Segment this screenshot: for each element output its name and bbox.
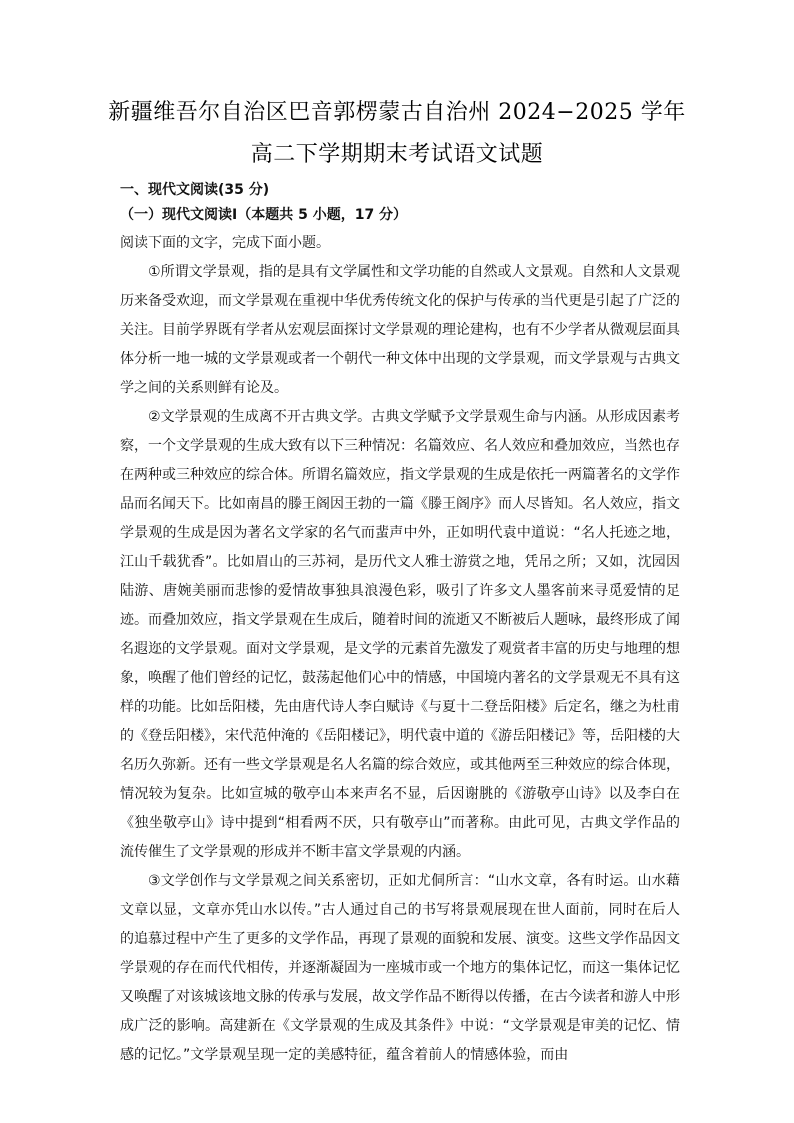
paragraph-1: ①所谓文学景观，指的是具有文学属性和文学功能的自然或人文景观。自然和人文景观历来备受欢迎，而文学景观在重视中华优秀传统文化的保护与传承的当代更是引起了广泛的关注。目前学界既有学者从宏观层面探讨文学景观的理论建构，也有不少学者从微观层面具体分析一地一城的文学景观或者一个朝代一种文体中出现的文学景观，而文学景观与古典文学之间的关系则鲜有论及。 [120, 264, 680, 396]
paragraph-2: ②文学景观的生成离不开古典文学。古典文学赋予文学景观生命与内涵。从形成因素考察，一个文学景观的生成大致有以下三种情况：名篇效应、名人效应和叠加效应，当然也存在两种或三种效应的综合体。所谓名篇效应，指文学景观的生成是依托一两篇著名的文学作品而名闻天下。比如南昌的滕王阁因王勃的一篇《滕王阁序》而人尽皆知。名人效应，指文学景观的生成是因为著名文学家的名气而蜚声中外，正如明代袁中道说：“名人托迹之地，江山千载犹香”。比如眉山的三苏祠，是历代文人雅士游赏之地，凭吊之所；又如，沈园因陆游、唐婉美丽而悲惨的爱情故事独具浪漫色彩，吸引了许多文人墨客前来寻觅爱情的足迹。而叠加效应，指文学景观在生成后，随着时间的流逝又不断被后人题咏，最终形成了闻名遐迩的文学景观。面对文学景观，是文学的元素首先激发了观赏者丰富的历史与地理的想象，唤醒了他们曾经的记忆，鼓荡起他们心中的情感，中国境内著名的文学景观无不具有这样的功能。比如岳阳楼，先由唐代诗人李白赋诗《与夏十二登岳阳楼》后定名，继之为杜甫的《登岳阳楼》，宋代范仲淹的《岳阳楼记》，明代袁中道的《游岳阳楼记》等，岳阳楼的大名历久弥新。还有一些文学景观是名人名篇的综合效应，或其他两至三种效应的综合体现，情况较为复杂。比如宣城的敬亭山本来声名不显，后因谢朓的《游敬亭山诗》以及李白在《独坐敬亭山》诗中提到“相看两不厌，只有敬亭山”而著称。由此可见，古典文学作品的流传催生了文学景观的形成并不断丰富文学景观的内涵。 [120, 409, 680, 860]
reading-instruction: 阅读下面的文字，完成下面小题。 [120, 235, 330, 251]
document-title-line-1: 新疆维吾尔自治区巴音郭楞蒙古自治州 2024−2025 学年 [108, 100, 686, 125]
paragraph-3: ③文学创作与文学景观之间关系密切，正如尤侗所言：“山水文章，各有时运。山水藉文章以显，文章亦凭山水以传。”古人通过自己的书写将景观展现在世人面前，同时在后人的追慕过程中产生了更多的文学作品，再现了景观的面貌和发展、演变。这些文学作品因文学景观的存在而代代相传，并逐渐凝固为一座城市或一个地方的集体记忆，而这一集体记忆又唤醒了对该城该地文脉的传承与发展，故文学作品不断得以传播，在古今读者和游人中形成广泛的影响。高建新在《文学景观的生成及其条件》中说：“文学景观是审美的记忆、情感的记忆。”文学景观呈现一定的美感特征，蕴含着前人的情感体验，而由 [120, 873, 680, 1063]
subsection-heading: （一）现代文阅读Ⅰ（本题共 5 小题，17 分） [120, 207, 408, 223]
section-heading: 一、现代文阅读(35 分) [120, 182, 270, 198]
passage-body [120, 258, 680, 1070]
document-title-line-2: 高二下学期期末考试语文试题 [250, 142, 544, 167]
